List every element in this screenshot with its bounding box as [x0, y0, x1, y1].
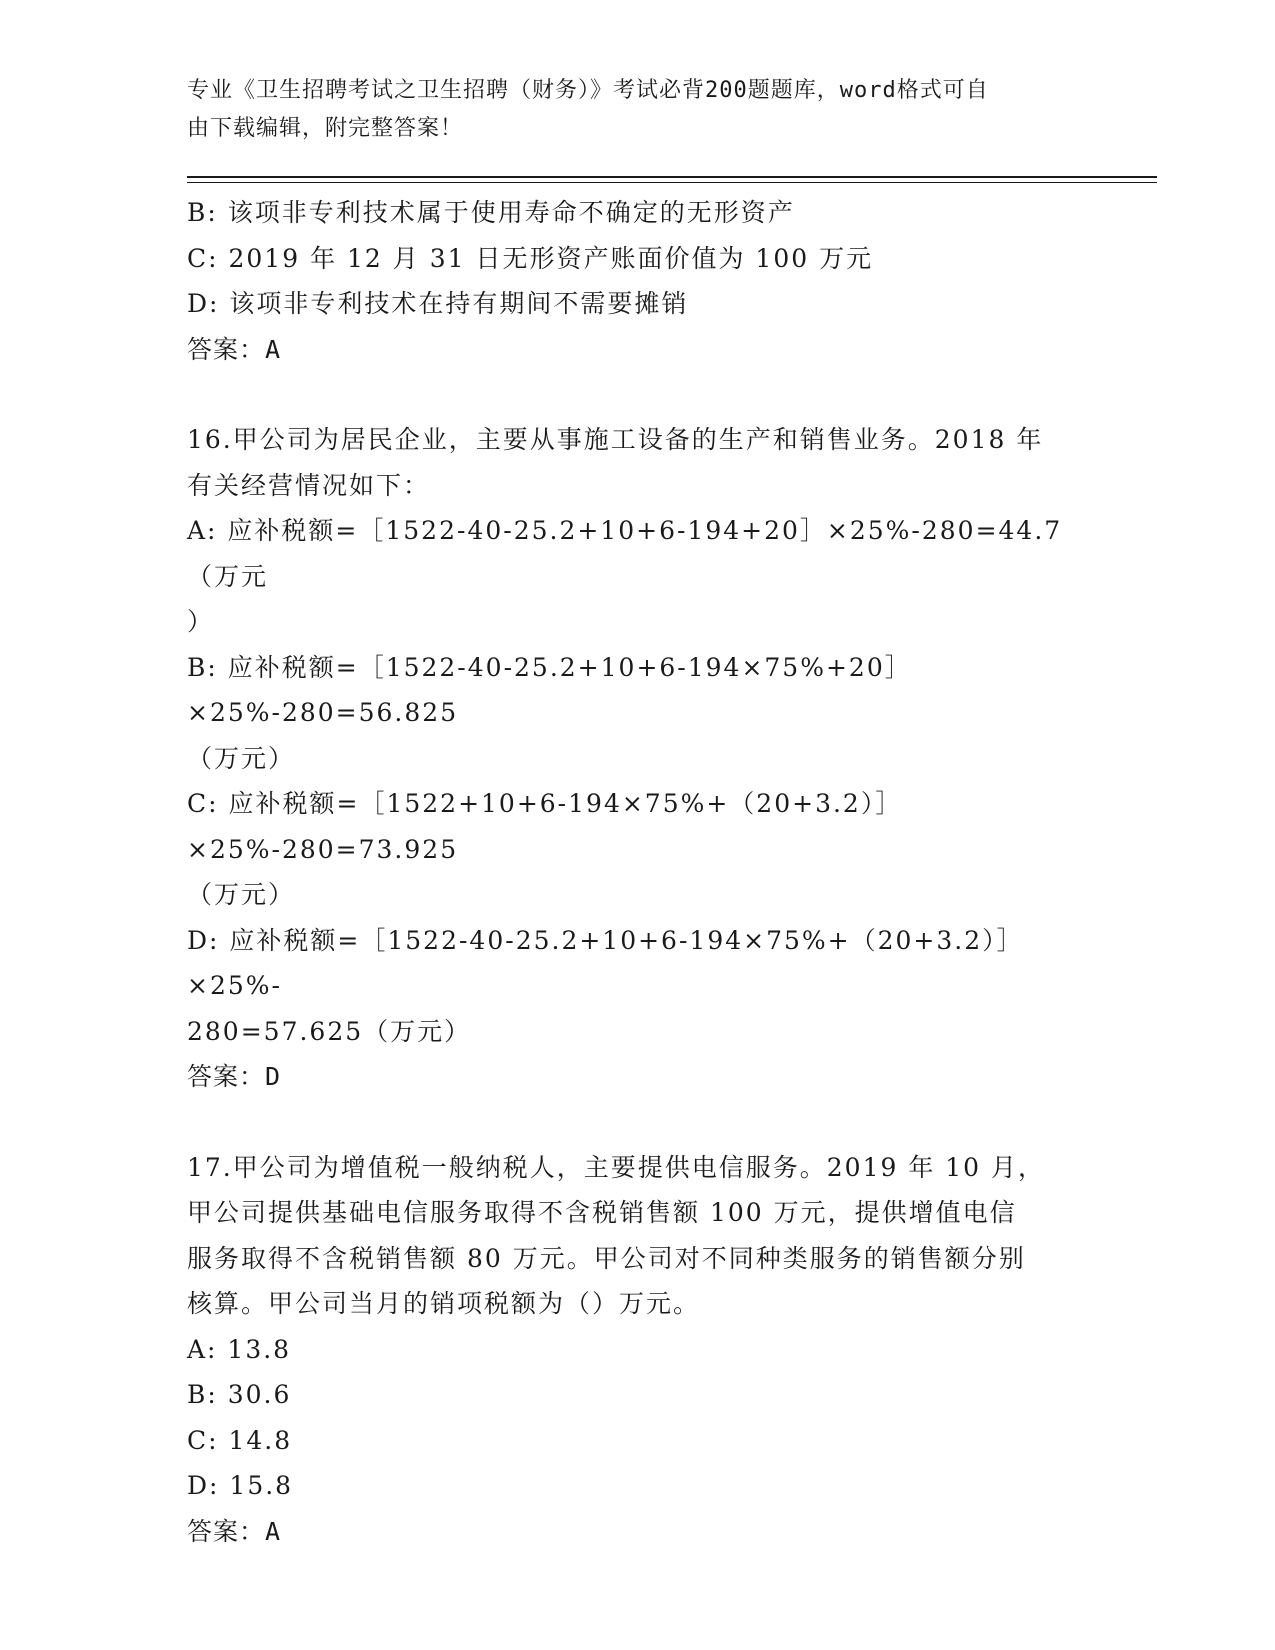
- question-17: [187, 1145, 1087, 1555]
- q17-option-c: C: 14.8: [187, 1425, 293, 1455]
- q17-option-a: A: 13.8: [187, 1334, 292, 1364]
- q17-option-b: B: 30.6: [187, 1380, 292, 1409]
- header-title-line-1: 专业《卫生招聘考试之卫生招聘（财务）》考试必背200题题库，word格式可自: [187, 78, 989, 103]
- q16-option-d-line-2: 280=57.625（万元）: [187, 1016, 472, 1046]
- q16-option-c-line-1: C: 应补税额=［1522+10+6-194×75%+（20+3.2）］×25%-280=73.925: [187, 789, 903, 864]
- q15-option-c: C: 2019 年 12 月 31 日无形资产账面价值为 100 万元: [187, 243, 874, 273]
- q17-stem-line-1: 17.甲公司为增值税一般纳税人，主要提供电信服务。2019 年 10 月，: [187, 1152, 1046, 1182]
- q16-option-b-line-2: （万元）: [187, 743, 296, 773]
- question-15-tail: [187, 190, 1087, 372]
- q15-answer-label: 答案：: [187, 334, 266, 364]
- q16-option-c-line-2: （万元）: [187, 880, 296, 909]
- header-title-line-2: 由下载编辑，附完整答案！: [187, 116, 464, 141]
- q17-answer-label: 答案：: [187, 1516, 266, 1546]
- q16-option-a-line-1: A: 应补税额=［1522-40-25.2+10+6-194+20］×25%-280=44.7（万元: [187, 516, 1063, 591]
- q15-option-d: D: 该项非专利技术在持有期间不需要摊销: [187, 289, 689, 318]
- q17-answer-value: A: [265, 1516, 282, 1546]
- q15-option-b: B: 该项非专利技术属于使用寿命不确定的无形资产: [187, 198, 795, 227]
- q17-stem-line-2: 甲公司提供基础电信服务取得不含税销售额 100 万元，提供增值电信: [187, 1198, 1017, 1227]
- q15-answer: [187, 327, 1087, 373]
- spacer: [187, 372, 1087, 417]
- q16-stem-line-1: 16.甲公司为居民企业，主要从事施工设备的生产和销售业务。2018 年: [187, 425, 1044, 454]
- q16-stem-line-2: 有关经营情况如下：: [187, 470, 431, 500]
- document-header: [187, 72, 1067, 148]
- q16-answer-label: 答案：: [187, 1062, 266, 1091]
- q16-option-a-line-2: ）: [187, 607, 215, 636]
- q16-option-b-line-1: B: 应补税额=［1522-40-25.2+10+6-194×75%+20］×25%-280=56.825: [187, 652, 912, 727]
- q15-answer-value: A: [265, 334, 282, 364]
- q16-answer-value: D: [265, 1062, 282, 1091]
- header-divider-thin: [187, 182, 1157, 183]
- header-divider-thick: [187, 176, 1157, 178]
- q17-answer: [187, 1509, 1087, 1555]
- spacer: [187, 1100, 1087, 1145]
- q17-option-d: D: 15.8: [187, 1471, 294, 1500]
- q17-stem-line-4: 核算。甲公司当月的销项税额为（）万元。: [187, 1289, 701, 1318]
- q17-stem-line-3: 服务取得不含税销售额 80 万元。甲公司对不同种类服务的销售额分别: [187, 1243, 1026, 1273]
- question-16: [187, 417, 1087, 1100]
- q16-answer: [187, 1054, 1087, 1100]
- q16-option-d-line-1: D: 应补税额=［1522-40-25.2+10+6-194×75%+（20+3.2）］×25%-: [187, 925, 1024, 1000]
- document-body: [187, 190, 1087, 1554]
